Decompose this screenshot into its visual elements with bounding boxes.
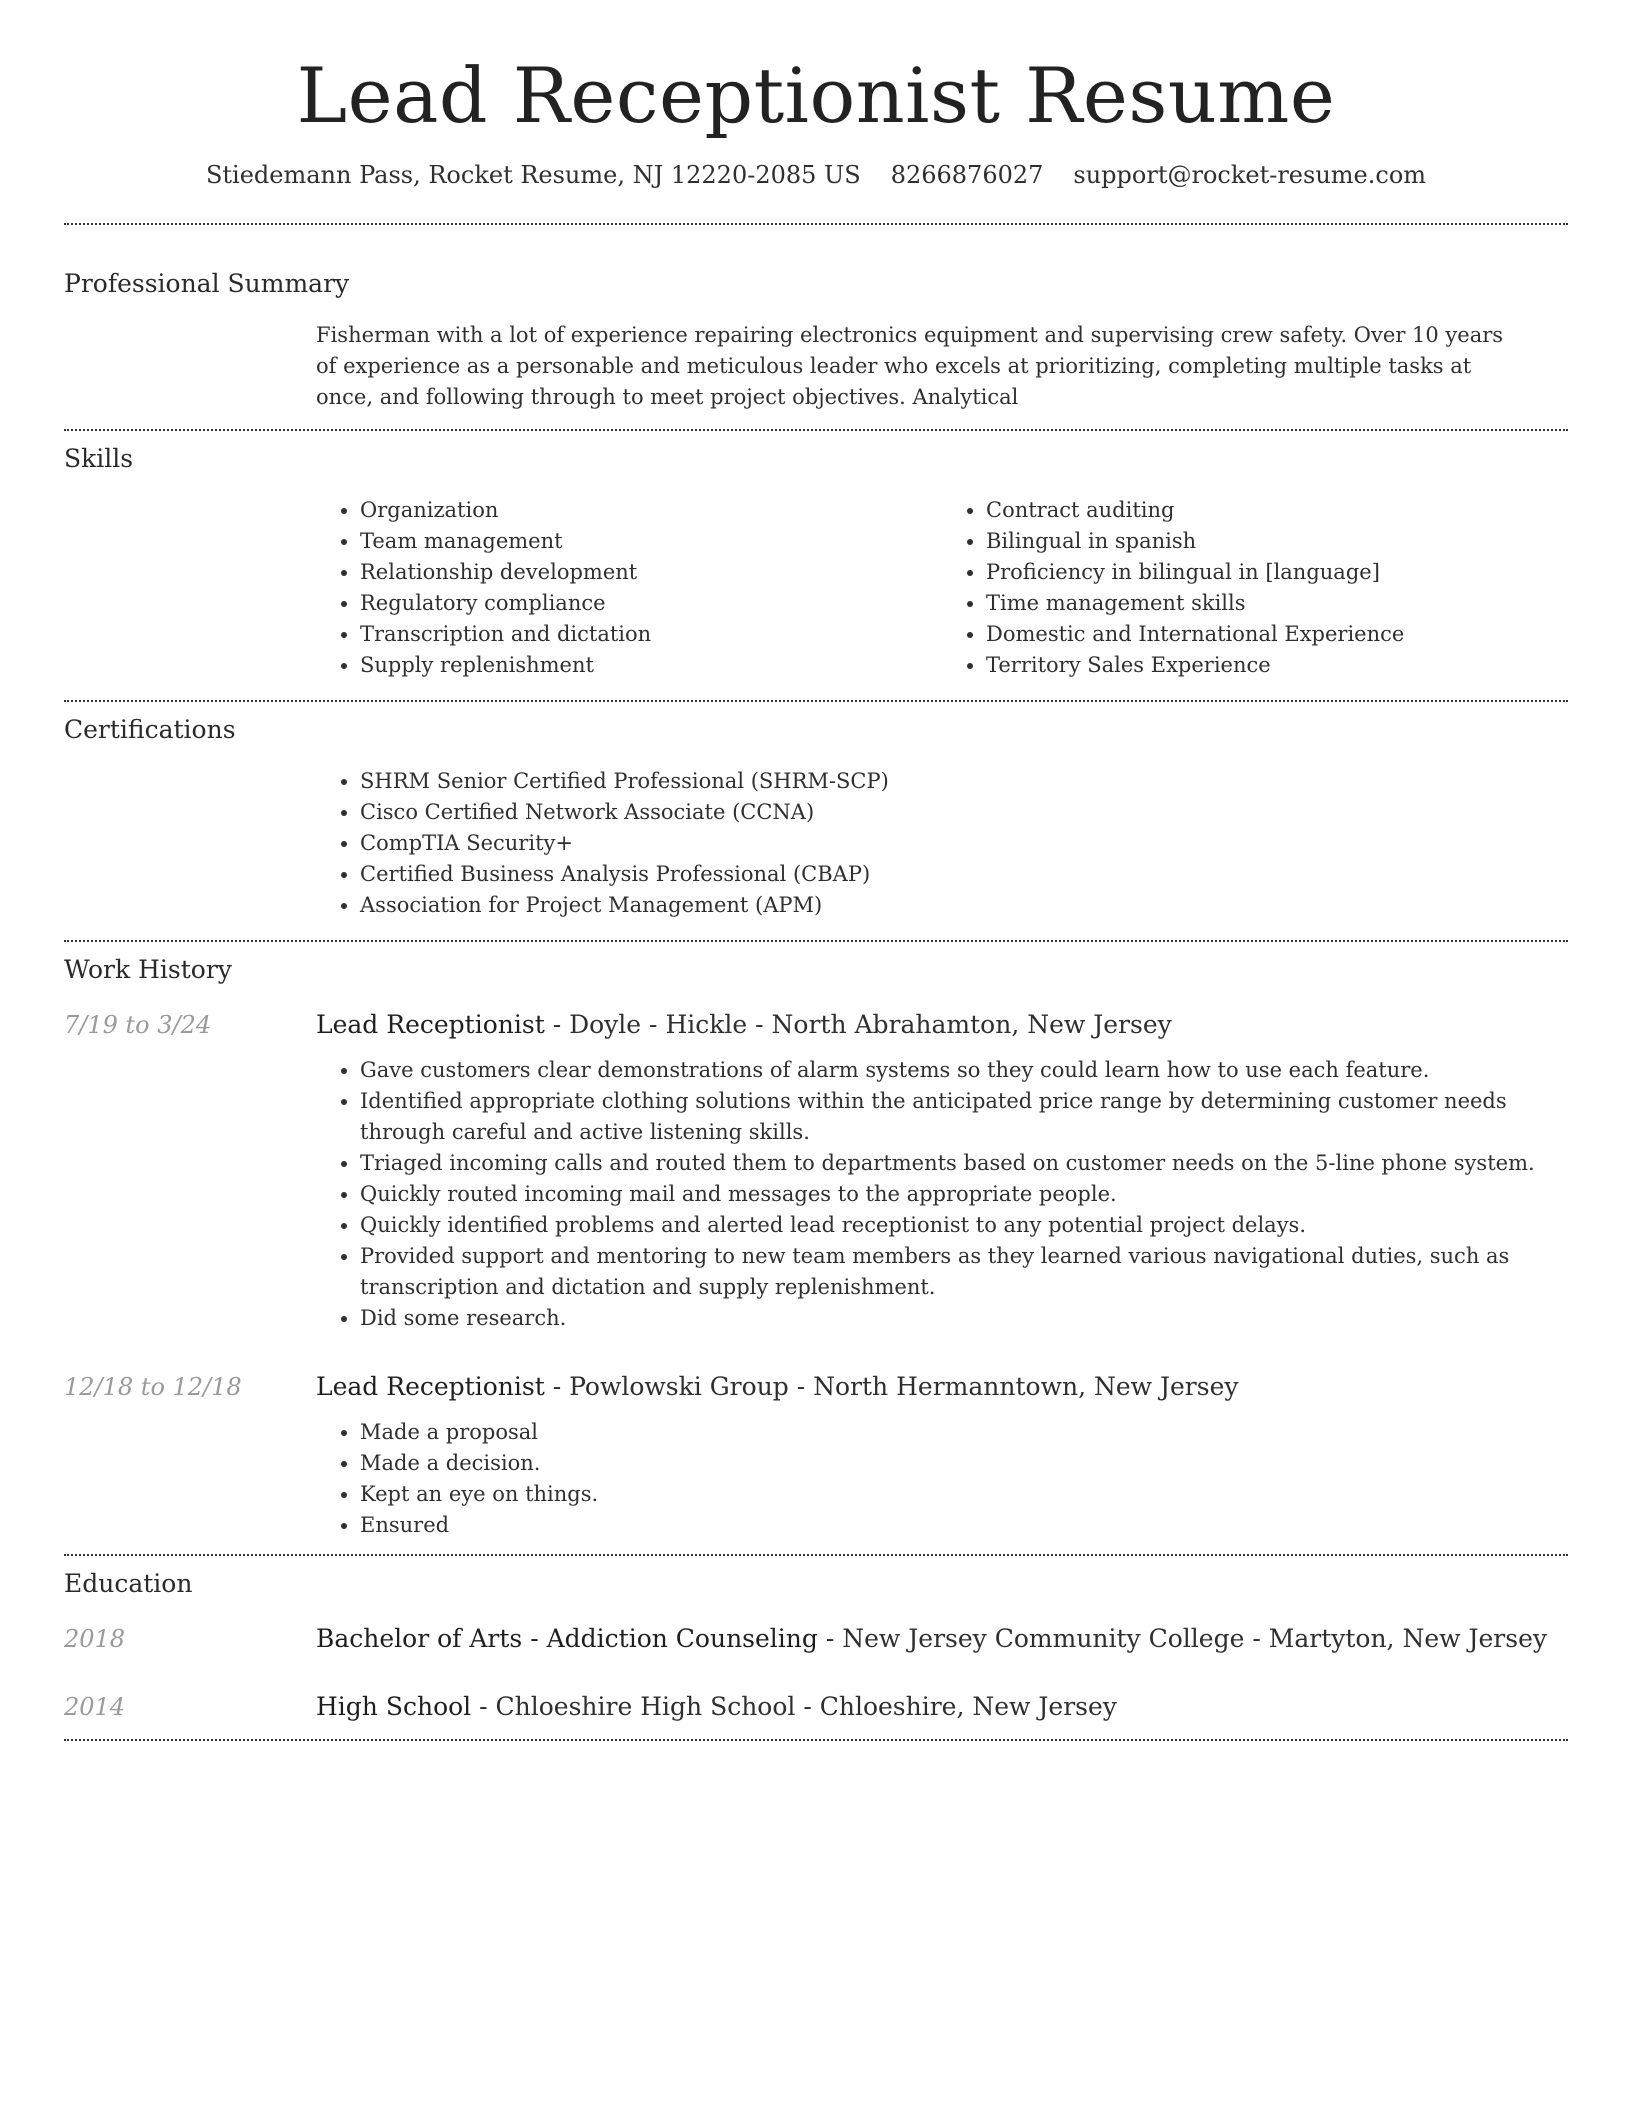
skill-item: • Supply replenishment <box>360 650 942 681</box>
skill-item: • Time management skills <box>986 588 1568 619</box>
job-title-line <box>316 1009 1172 1041</box>
skill-item: • Bilingual in spanish <box>986 526 1568 557</box>
contact-address: Stiedemann Pass, Rocket Resume, NJ 12220-2085 US <box>205 161 861 190</box>
contact-email: support@rocket-resume.com <box>1073 161 1427 190</box>
certification-item: • CompTIA Security+ <box>360 828 1568 859</box>
contact-phone: 8266876027 <box>890 161 1044 190</box>
skill-item: • Transcription and dictation <box>360 619 942 650</box>
education-line <box>316 1691 1117 1723</box>
job-header <box>64 1009 1568 1041</box>
job-details: - Powlowski Group - North Hermanntown, New Jersey <box>544 1372 1239 1402</box>
job-bullet: • Ensured <box>360 1510 1568 1541</box>
job-bullet: • Quickly routed incoming mail and messages to the appropriate people. <box>360 1179 1544 1210</box>
education-details: - New Jersey Community College - Martyton, New Jersey <box>817 1624 1547 1654</box>
education-line <box>316 1623 1547 1655</box>
certification-item: • Association for Project Management (APM) <box>360 890 1568 921</box>
skill-item: • Team management <box>360 526 942 557</box>
job-bullets <box>316 1055 1568 1334</box>
education-entry <box>64 1691 1568 1723</box>
job-role: Lead Receptionist <box>316 1010 545 1040</box>
skills-list-right <box>942 495 1568 681</box>
resume-title: Lead Receptionist Resume <box>296 51 1336 140</box>
job-bullets <box>316 1417 1568 1541</box>
job-bullet: • Did some research. <box>360 1303 1544 1334</box>
contact-line <box>64 161 1568 189</box>
section-work-history <box>64 942 1568 1554</box>
job-dates: 12/18 to 12/18 <box>64 1373 242 1402</box>
certification-item: • SHRM Senior Certified Professional (SHRM-SCP) <box>360 766 1568 797</box>
job-title-line <box>316 1371 1239 1403</box>
job-bullet: • Made a proposal <box>360 1417 1568 1448</box>
job-details: - Doyle - Hickle - North Abrahamton, New Jersey <box>544 1010 1172 1040</box>
certifications-content <box>316 766 1568 921</box>
summary-text: Fisherman with a lot of experience repairing electronics equipment and supervising crew safety. Over 10 years of experience as a personable and meticulous leader who excels at prioritizing, completing multiple tasks at once, and following through to meet project objectives. Analytical <box>316 323 1504 410</box>
section-certifications <box>64 702 1568 940</box>
skill-item: • Regulatory compliance <box>360 588 942 619</box>
resume-page <box>64 0 1568 1741</box>
job-header <box>64 1371 1568 1403</box>
section-skills <box>64 431 1568 700</box>
certifications-list <box>316 766 1568 921</box>
job-bullet-list <box>316 1417 1568 1541</box>
job-bullet: • Kept an eye on things. <box>360 1479 1568 1510</box>
section-title-work: Work History <box>64 955 232 985</box>
skill-item: • Proficiency in bilingual in [language] <box>986 557 1568 588</box>
job-bullet: • Provided support and mentoring to new team members as they learned various navigational duties, such as transcription and dictation and supply replenishment. <box>360 1241 1544 1303</box>
job-entry <box>64 1371 1568 1541</box>
skill-item: • Organization <box>360 495 942 526</box>
education-entry <box>64 1623 1568 1655</box>
skills-list-left <box>316 495 942 681</box>
skill-item: • Domestic and International Experience <box>986 619 1568 650</box>
skill-item: • Relationship development <box>360 557 942 588</box>
job-entry <box>64 1009 1568 1334</box>
job-bullet: • Gave customers clear demonstrations of alarm systems so they could learn how to use each feature. <box>360 1055 1544 1086</box>
section-title-education: Education <box>64 1569 193 1599</box>
education-year: 2018 <box>64 1625 126 1654</box>
skills-grid <box>316 495 1568 681</box>
education-year: 2014 <box>64 1693 126 1722</box>
job-bullet: • Identified appropriate clothing solutions within the anticipated price range by determining customer needs through careful and active listening skills. <box>360 1086 1544 1148</box>
education-details: - Chloeshire High School - Chloeshire, New Jersey <box>471 1692 1117 1722</box>
certification-item: • Cisco Certified Network Associate (CCNA) <box>360 797 1568 828</box>
skill-item: • Contract auditing <box>986 495 1568 526</box>
section-title-skills: Skills <box>64 444 134 474</box>
section-title-certifications: Certifications <box>64 715 236 745</box>
job-role: Lead Receptionist <box>316 1372 545 1402</box>
education-degree: High School <box>316 1692 472 1722</box>
section-title-summary: Professional Summary <box>64 269 350 299</box>
education-degree: Bachelor of Arts - Addiction Counseling <box>316 1624 818 1654</box>
divider <box>64 1739 1568 1741</box>
section-summary <box>64 225 1568 429</box>
job-dates: 7/19 to 3/24 <box>64 1011 212 1040</box>
section-education <box>64 1556 1568 1739</box>
job-bullet: • Triaged incoming calls and routed them to departments based on customer needs on the 5-line phone system. <box>360 1148 1544 1179</box>
skill-item: • Territory Sales Experience <box>986 650 1568 681</box>
job-bullet: • Made a decision. <box>360 1448 1568 1479</box>
job-bullet: • Quickly identified problems and alerted lead receptionist to any potential project delays. <box>360 1210 1544 1241</box>
certification-item: • Certified Business Analysis Professional (CBAP) <box>360 859 1568 890</box>
job-bullet-list <box>316 1055 1568 1334</box>
